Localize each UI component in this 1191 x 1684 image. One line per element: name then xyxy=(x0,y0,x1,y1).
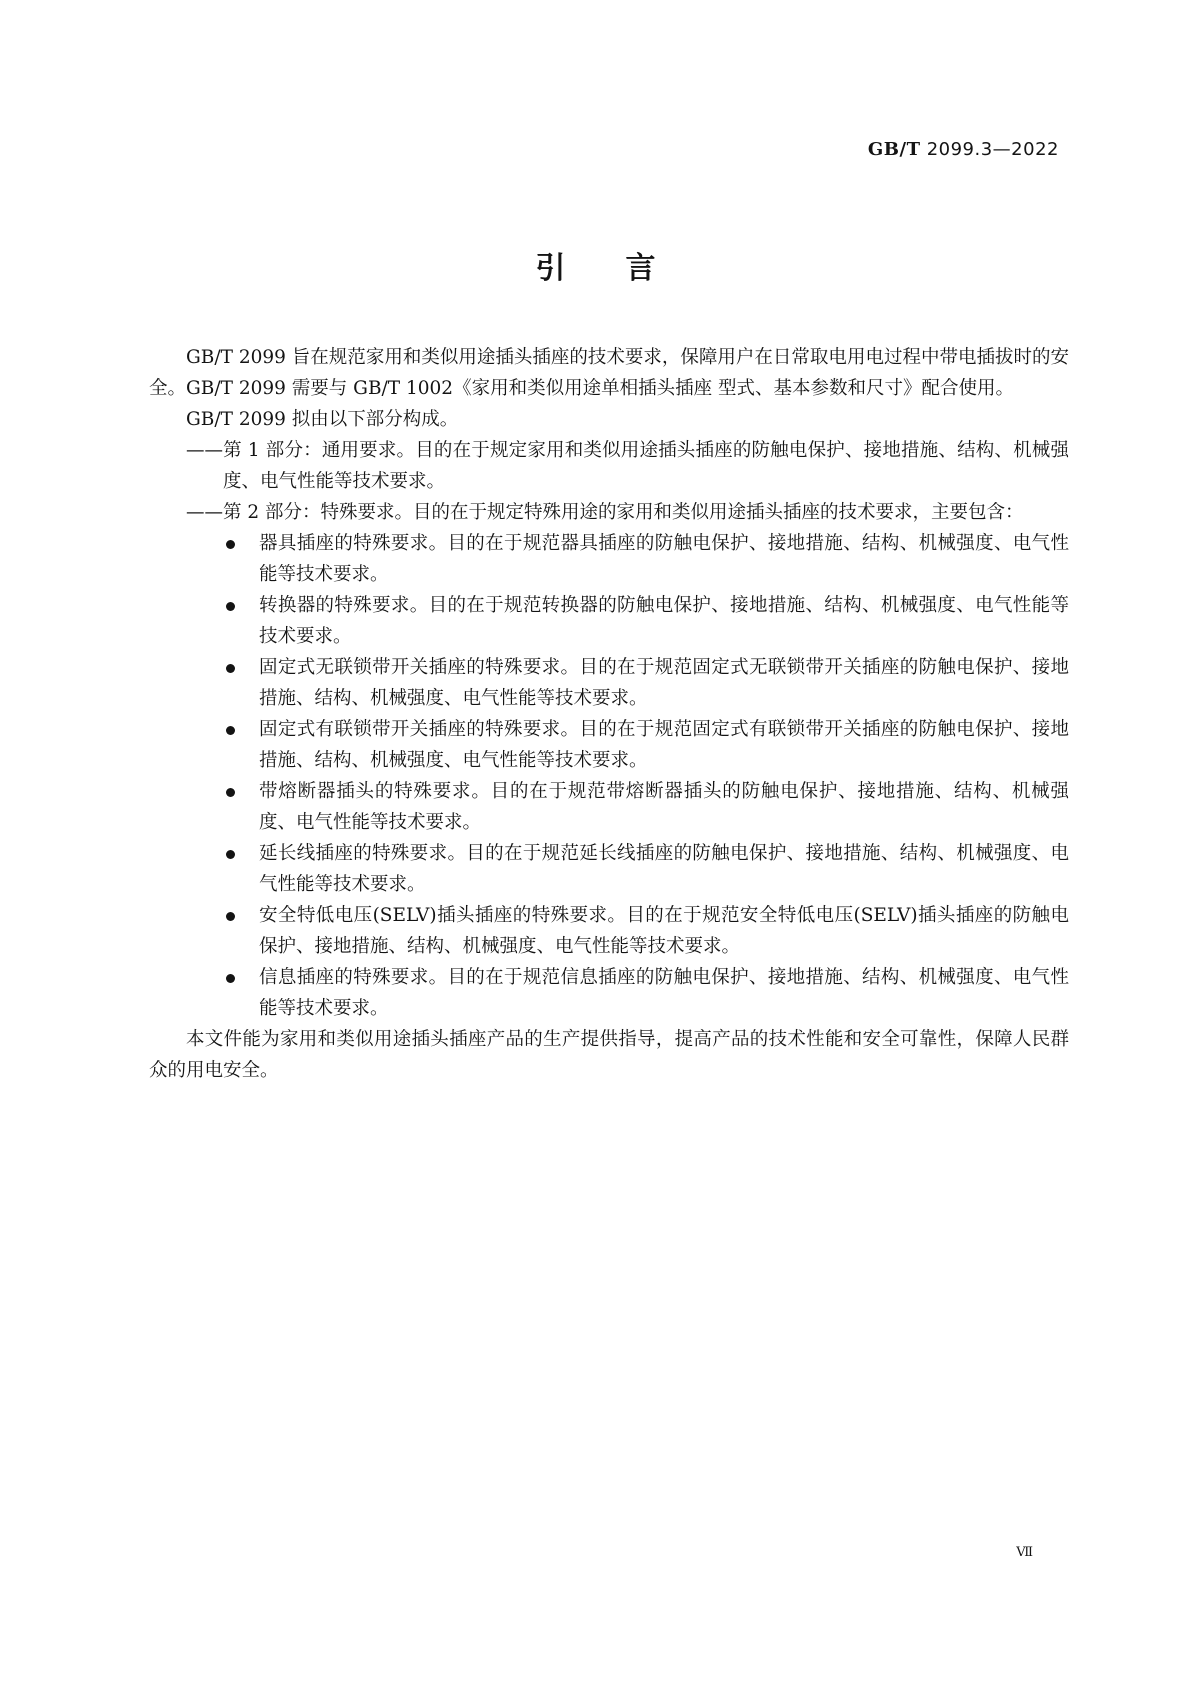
bullet-item xyxy=(149,962,1069,1024)
bullet-text: 带熔断器插头的特殊要求。目的在于规范带熔断器插头的防触电保护、接地措施、结构、机械强度、电气性能等技术要求。 xyxy=(259,781,1069,833)
bullet-text: 安全特低电压(SELV)插头插座的特殊要求。目的在于规范安全特低电压(SELV)插头插座的防触电保护、接地措施、结构、机械强度、电气性能等技术要求。 xyxy=(259,905,1069,957)
bullet-dot-icon xyxy=(226,540,235,549)
bullet-text: 转换器的特殊要求。目的在于规范转换器的防触电保护、接地措施、结构、机械强度、电气性能等技术要求。 xyxy=(259,595,1069,647)
bullet-dot-icon xyxy=(226,912,235,921)
standard-prefix: GB/T xyxy=(867,139,921,160)
standard-number: 2099.3—2022 xyxy=(926,139,1059,160)
bullet-dot-icon xyxy=(226,664,235,673)
bullet-dot-icon xyxy=(226,974,235,983)
conclusion-paragraph: 本文件能为家用和类似用途插头插座产品的生产提供指导，提高产品的技术性能和安全可靠性，保障人民群众的用电安全。 xyxy=(149,1029,1069,1081)
bullet-item xyxy=(149,714,1069,776)
bullet-text: 信息插座的特殊要求。目的在于规范信息插座的防触电保护、接地措施、结构、机械强度、电气性能等技术要求。 xyxy=(259,967,1069,1019)
bullet-text: 延长线插座的特殊要求。目的在于规范延长线插座的防触电保护、接地措施、结构、机械强度、电气性能等技术要求。 xyxy=(259,843,1069,895)
bullet-item xyxy=(149,528,1069,590)
bullet-text: 器具插座的特殊要求。目的在于规范器具插座的防触电保护、接地措施、结构、机械强度、电气性能等技术要求。 xyxy=(259,533,1069,585)
bullet-dot-icon xyxy=(226,602,235,611)
bullet-dot-icon xyxy=(226,788,235,797)
bullet-item xyxy=(149,590,1069,652)
intro-paragraph: GB/T 2099 旨在规范家用和类似用途插头插座的技术要求，保障用户在日常取电用电过程中带电插拔时的安全。GB/T 2099 需要与 GB/T 1002《家用和类似用途单相插头插座 型式、基本参数和尺寸》配合使用。 xyxy=(149,347,1069,399)
bullet-text: 固定式有联锁带开关插座的特殊要求。目的在于规范固定式有联锁带开关插座的防触电保护、接地措施、结构、机械强度、电气性能等技术要求。 xyxy=(259,719,1069,771)
bullet-item xyxy=(149,652,1069,714)
bullet-dot-icon xyxy=(226,850,235,859)
bullet-item xyxy=(149,776,1069,838)
bullet-text: 固定式无联锁带开关插座的特殊要求。目的在于规范固定式无联锁带开关插座的防触电保护、接地措施、结构、机械强度、电气性能等技术要求。 xyxy=(259,657,1069,709)
bullet-item xyxy=(149,900,1069,962)
bullet-item xyxy=(149,838,1069,900)
page-title: 引言 xyxy=(535,251,716,286)
part-item: ——第 2 部分：特殊要求。目的在于规定特殊用途的家用和类似用途插头插座的技术要求，主要包含： xyxy=(186,502,1024,523)
document-body xyxy=(149,342,1069,1086)
standard-code xyxy=(868,139,1059,160)
bullet-dot-icon xyxy=(226,726,235,735)
page-number: Ⅶ xyxy=(1016,1545,1033,1560)
part-item: ——第 1 部分：通用要求。目的在于规定家用和类似用途插头插座的防触电保护、接地措施、结构、机械强度、电气性能等技术要求。 xyxy=(186,440,1069,492)
intro-paragraph: GB/T 2099 拟由以下部分构成。 xyxy=(186,409,459,430)
